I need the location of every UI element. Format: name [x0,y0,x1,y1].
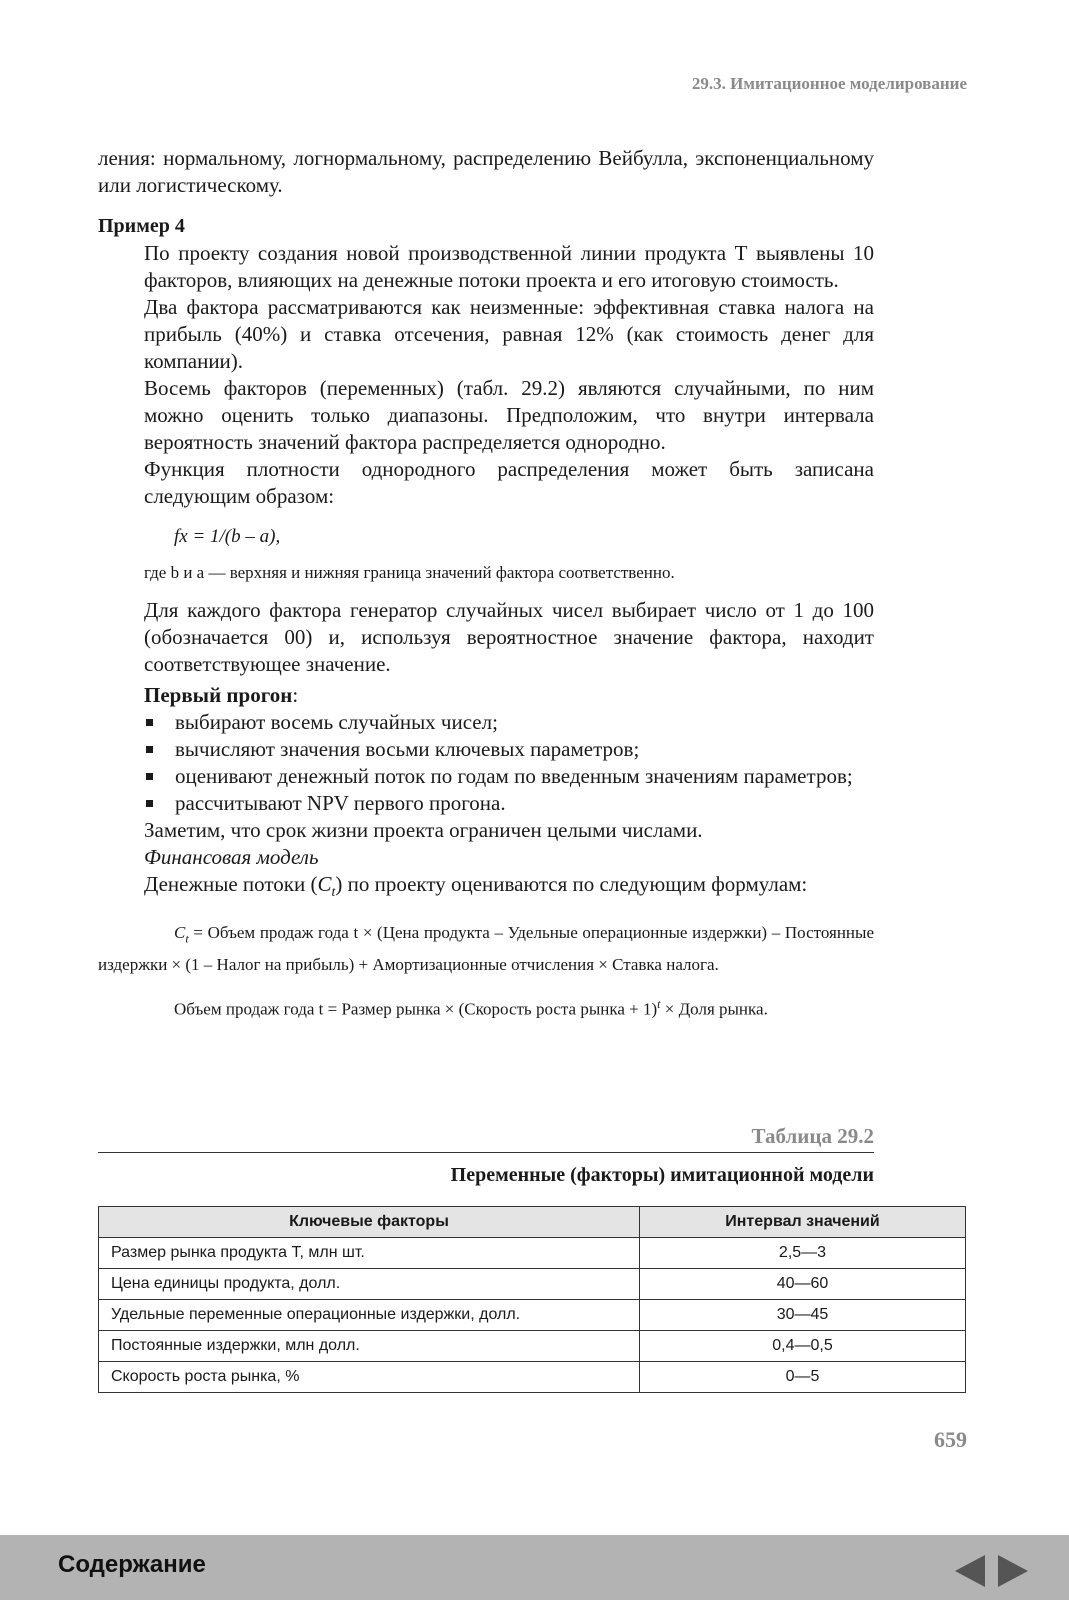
first-run-list [98,709,874,817]
financial-model-label: Финансовая модель [144,845,319,869]
previous-page-arrow-icon[interactable] [955,1555,985,1587]
first-run-line [98,682,874,709]
lifetime-note: Заметим, что срок жизни проекта ограничен целыми числами. [144,818,703,842]
running-head: 29.3. Имитационное моделирование [691,74,967,93]
example-heading: Пример 4 [98,215,185,237]
table-row [99,1300,966,1331]
cash-flows-paragraph: Денежные потоки $(C_t)$ по проекту оцениваются по следующим формулам: [144,872,808,901]
list-item: рассчитывают NPV первого прогона. [98,790,874,817]
table-row [99,1362,966,1393]
factor-cell: Скорость роста рынка, % [99,1362,640,1393]
interval-cell: 0—5 [640,1362,966,1393]
sales-formula: Объем продаж года t = Размер рынка × (Скорость роста рынка + 1)$^t$ × Доля рынка. [174,996,768,1019]
continuation-paragraph: ления: нормальному, логнормальному, распределению Вейбулла, экспоненциальному или логистическому. [98,146,874,197]
factor-cell: Постоянные издержки, млн долл. [99,1331,640,1362]
page-number: 659 [934,1427,967,1452]
navigation-bar [0,1535,1069,1600]
paragraph-2: Два фактора рассматриваются как неизменные: эффективная ставка налога на прибыль (40%) и ставка отсечения, равная 12% (как стоимость денег для компании). [144,295,874,373]
text-block [98,145,874,1024]
ct-formula: $C_t$ = Объем продаж года t × (Цена продукта – Удельные операционные издержки) – Постоянные издержки × (1 – Налог на прибыль) + Амортизационные отчисления × Ставка налога. [98,923,874,974]
table-rule [98,1152,874,1153]
list-item: оценивают денежный поток по годам по введенным значениям параметров; [98,763,874,790]
table-title: Переменные (факторы) имитационной модели [450,1164,874,1186]
table-row [99,1331,966,1362]
paragraph-3: Восемь факторов (переменных) (табл. 29.2) являются случайными, по ним можно оценить только диапазоны. Предположим, что внутри интервала вероятность значений фактора распределяется однородно. [144,376,874,454]
bullet-icon [146,719,153,726]
column-header: Ключевые факторы [99,1207,640,1238]
bullet-icon [146,800,153,807]
column-header: Интервал значений [640,1207,966,1238]
paragraph-4: Функция плотности однородного распределения может быть записана следующим образом: [144,457,874,508]
factor-cell: Удельные переменные операционные издержки, долл. [99,1300,640,1331]
table-header-row [99,1207,966,1238]
interval-cell: 2,5—3 [640,1238,966,1269]
density-formula: fx = 1/(b – a), [174,526,281,547]
table-row [99,1269,966,1300]
list-item: выбирают восемь случайных чисел; [98,709,874,736]
paragraph-1: По проекту создания новой производственной линии продукта Т выявлены 10 факторов, влияющих на денежные потоки проекта и его итоговую стоимость. [144,241,874,292]
factor-cell: Цена единицы продукта, долл. [99,1269,640,1300]
interval-cell: 0,4—0,5 [640,1331,966,1362]
table-row [99,1238,966,1269]
bullet-icon [146,746,153,753]
table-number: Таблица 29.2 [751,1124,874,1148]
next-page-arrow-icon[interactable] [998,1555,1028,1587]
interval-cell: 30—45 [640,1300,966,1331]
contents-button[interactable]: Содержание [58,1551,206,1578]
paragraph-5: Для каждого фактора генератор случайных чисел выбирает число от 1 до 100 (обозначается 00) и, используя вероятностное значение фактора, находит соответствующее значение. [144,598,874,676]
first-run-colon: : [292,683,299,707]
list-item: вычисляют значения восьми ключевых параметров; [98,736,874,763]
factor-cell: Размер рынка продукта T, млн шт. [99,1238,640,1269]
where-note: где b и a — верхняя и нижняя граница значений фактора соответственно. [144,563,675,582]
first-run-label: Первый прогон [144,683,293,707]
factors-table [98,1206,966,1393]
interval-cell: 40—60 [640,1269,966,1300]
bullet-icon [146,773,153,780]
